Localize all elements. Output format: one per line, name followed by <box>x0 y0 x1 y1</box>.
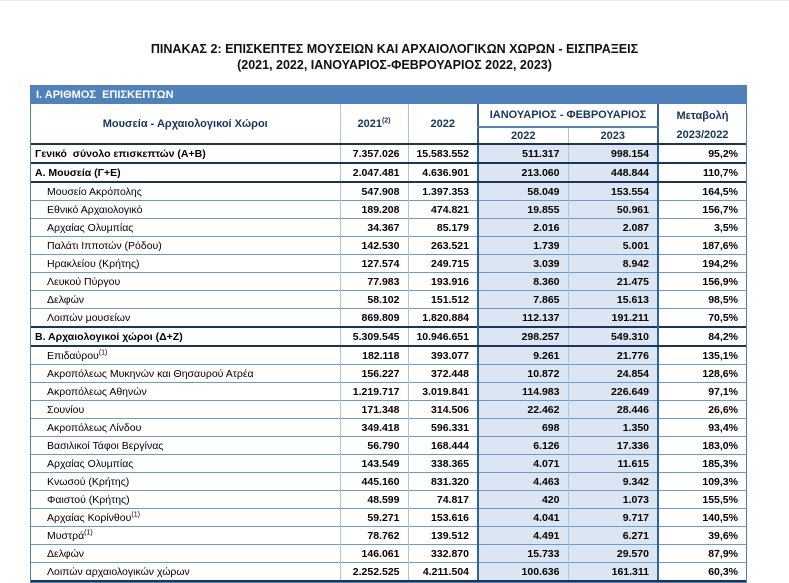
table-row <box>31 491 746 509</box>
value-2022: 4.211.504 <box>408 563 478 582</box>
value-janfeb-2022: 420 <box>478 491 568 509</box>
table-row <box>31 545 746 563</box>
row-label <box>31 237 340 255</box>
value-janfeb-2023: 9.342 <box>568 473 658 491</box>
table-row <box>31 163 746 182</box>
site-name: Δελφών <box>47 293 85 306</box>
value-change-pct: 109,3% <box>658 473 746 491</box>
value-janfeb-2022: 58.049 <box>478 182 568 201</box>
table-row <box>31 437 746 455</box>
table-row <box>31 201 746 219</box>
value-change-pct: 187,6% <box>658 237 746 255</box>
value-2022: 15.583.552 <box>408 144 478 163</box>
value-change-pct: 185,3% <box>658 455 746 473</box>
value-janfeb-2022: 112.137 <box>478 309 568 328</box>
row-label <box>31 473 340 491</box>
value-change-pct: 26,6% <box>658 401 746 419</box>
row-label <box>31 527 340 545</box>
site-name: Ακροπόλεως Λίνδου <box>47 421 142 434</box>
value-change-pct: 183,0% <box>658 437 746 455</box>
value-janfeb-2023: 24.854 <box>568 365 658 383</box>
value-change-pct: 84,2% <box>658 327 746 346</box>
value-2022: 139.512 <box>408 527 478 545</box>
value-janfeb-2023: 17.336 <box>568 437 658 455</box>
table-row <box>31 455 746 473</box>
value-change-pct: 140,5% <box>658 509 746 527</box>
value-janfeb-2022: 10.872 <box>478 365 568 383</box>
row-label <box>31 563 340 582</box>
value-2022: 263.521 <box>408 237 478 255</box>
value-2022: 10.946.651 <box>408 327 478 346</box>
table-row <box>31 346 746 365</box>
value-2022: 153.616 <box>408 509 478 527</box>
table-row <box>31 237 746 255</box>
table-row <box>31 309 746 328</box>
value-change-pct: 3,5% <box>658 219 746 237</box>
table-row <box>31 563 746 582</box>
value-janfeb-2023: 161.311 <box>568 563 658 582</box>
value-janfeb-2023: 21.475 <box>568 273 658 291</box>
value-change-pct: 70,5% <box>658 309 746 328</box>
value-2021: 349.418 <box>340 419 408 437</box>
data-table <box>31 104 746 582</box>
value-2021: 48.599 <box>340 491 408 509</box>
value-2022: 332.870 <box>408 545 478 563</box>
table-row <box>31 144 746 163</box>
value-janfeb-2022: 2.016 <box>478 219 568 237</box>
value-janfeb-2023: 29.570 <box>568 545 658 563</box>
value-2021: 189.208 <box>340 201 408 219</box>
value-2021: 58.102 <box>340 291 408 309</box>
value-change-pct: 95,2% <box>658 144 746 163</box>
value-2021: 156.227 <box>340 365 408 383</box>
col-header-change-line1: Μεταβολή <box>658 104 746 127</box>
value-janfeb-2022: 19.855 <box>478 201 568 219</box>
value-janfeb-2022: 9.261 <box>478 346 568 365</box>
site-name: Επιδαύρου <box>47 349 99 362</box>
site-name: Αρχαίας Ολυμπίας <box>47 457 134 470</box>
col-header-janfeb-group: ΙΑΝΟΥΑΡΙΟΣ - ΦΕΒΡΟΥΑΡΙΟΣ <box>478 104 658 127</box>
row-label <box>31 219 340 237</box>
table-row <box>31 219 746 237</box>
col-header-2021-label: 2021 <box>357 117 382 130</box>
value-janfeb-2023: 153.554 <box>568 182 658 201</box>
value-janfeb-2023: 28.446 <box>568 401 658 419</box>
value-change-pct: 156,9% <box>658 273 746 291</box>
value-2022: 1.397.353 <box>408 182 478 201</box>
site-name: Ακροπόλεως Αθηνών <box>47 385 147 398</box>
row-label <box>31 255 340 273</box>
value-2021: 146.061 <box>340 545 408 563</box>
site-name: Σουνίου <box>47 403 85 416</box>
footnote-marker-1: (1) <box>84 529 93 536</box>
row-label <box>31 419 340 437</box>
site-name: Κνωσού (Κρήτης) <box>47 475 130 488</box>
value-2021: 56.790 <box>340 437 408 455</box>
table-row <box>31 473 746 491</box>
section-header-bar: Ι. ΑΡΙΘΜΟΣ ΕΠΙΣΚΕΠΤΩΝ <box>31 86 746 104</box>
table-row <box>31 527 746 545</box>
value-janfeb-2022: 100.636 <box>478 563 568 582</box>
row-label <box>31 509 340 527</box>
value-janfeb-2023: 21.776 <box>568 346 658 365</box>
value-2021: 59.271 <box>340 509 408 527</box>
table-row <box>31 509 746 527</box>
row-label <box>31 201 340 219</box>
value-janfeb-2023: 1.073 <box>568 491 658 509</box>
value-2021: 2.047.481 <box>340 163 408 182</box>
table-row <box>31 291 746 309</box>
value-janfeb-2023: 1.350 <box>568 419 658 437</box>
value-change-pct: 110,7% <box>658 163 746 182</box>
table-row <box>31 383 746 401</box>
site-name: Εθνικό Αρχαιολογικό <box>47 203 143 216</box>
value-2022: 151.512 <box>408 291 478 309</box>
value-janfeb-2022: 511.317 <box>478 144 568 163</box>
value-janfeb-2022: 213.060 <box>478 163 568 182</box>
value-2022: 596.331 <box>408 419 478 437</box>
value-2022: 249.715 <box>408 255 478 273</box>
value-change-pct: 97,1% <box>658 383 746 401</box>
value-janfeb-2022: 7.865 <box>478 291 568 309</box>
site-name: Μουσείο Ακρόπολης <box>47 185 142 198</box>
row-label <box>31 163 340 182</box>
value-2021: 142.530 <box>340 237 408 255</box>
site-name: Α. Μουσεία (Γ+Ε) <box>35 166 121 179</box>
value-change-pct: 128,6% <box>658 365 746 383</box>
value-2021: 78.762 <box>340 527 408 545</box>
page <box>0 1 789 578</box>
site-name: Αρχαίας Κορίνθου <box>47 511 132 524</box>
row-label <box>31 327 340 346</box>
value-janfeb-2023: 5.001 <box>568 237 658 255</box>
col-header-2022: 2022 <box>408 104 478 144</box>
site-name: Αρχαίας Ολυμπίας <box>47 221 134 234</box>
table-row <box>31 327 746 346</box>
row-label <box>31 144 340 163</box>
footnote-marker-1: (1) <box>98 349 108 356</box>
site-name: Λευκού Πύργου <box>47 275 121 288</box>
value-janfeb-2023: 8.942 <box>568 255 658 273</box>
site-name: Β. Αρχαιολογικοί χώροι (Δ+Ζ) <box>35 330 183 343</box>
site-name: Φαιστού (Κρήτης) <box>47 493 130 506</box>
value-2021: 77.983 <box>340 273 408 291</box>
site-name: Βασιλικοί Τάφοι Βεργίνας <box>47 439 164 452</box>
value-2022: 314.506 <box>408 401 478 419</box>
row-label <box>31 365 340 383</box>
value-janfeb-2023: 191.211 <box>568 309 658 328</box>
row-label <box>31 182 340 201</box>
value-2022: 168.444 <box>408 437 478 455</box>
value-2022: 393.077 <box>408 346 478 365</box>
row-label <box>31 291 340 309</box>
value-change-pct: 98,5% <box>658 291 746 309</box>
row-label <box>31 309 340 328</box>
footnote-marker-1: (1) <box>131 511 140 518</box>
col-subheader-janfeb-2023: 2023 <box>568 127 658 144</box>
col-header-2021 <box>340 104 408 144</box>
value-change-pct: 39,6% <box>658 527 746 545</box>
value-2022: 85.179 <box>408 219 478 237</box>
value-janfeb-2022: 8.360 <box>478 273 568 291</box>
value-2021: 127.574 <box>340 255 408 273</box>
row-label <box>31 491 340 509</box>
table-row <box>31 255 746 273</box>
value-2022: 4.636.901 <box>408 163 478 182</box>
value-2021: 445.160 <box>340 473 408 491</box>
value-janfeb-2022: 298.257 <box>478 327 568 346</box>
site-name: Ακροπόλεως Μυκηνών και Θησαυρού Ατρέα <box>47 367 254 380</box>
value-janfeb-2022: 6.126 <box>478 437 568 455</box>
value-janfeb-2022: 4.491 <box>478 527 568 545</box>
row-label <box>31 383 340 401</box>
value-2022: 338.365 <box>408 455 478 473</box>
row-label <box>31 346 340 365</box>
page-title <box>0 1 789 74</box>
table-body <box>31 144 746 581</box>
value-2021: 7.357.026 <box>340 144 408 163</box>
value-2021: 547.908 <box>340 182 408 201</box>
row-label <box>31 273 340 291</box>
table-row <box>31 401 746 419</box>
value-janfeb-2022: 4.463 <box>478 473 568 491</box>
visitors-table <box>30 85 747 583</box>
value-2021: 869.809 <box>340 309 408 328</box>
value-change-pct: 93,4% <box>658 419 746 437</box>
table-title-line2: (2021, 2022, ΙΑΝΟΥΑΡΙΟΣ-ΦΕΒΡΟΥΑΡΙΟΣ 2022, 2023) <box>237 58 552 73</box>
site-name: Γενικό σύνολο επισκεπτών (Α+Β) <box>35 147 206 160</box>
value-2022: 372.448 <box>408 365 478 383</box>
row-label <box>31 455 340 473</box>
value-2022: 193.916 <box>408 273 478 291</box>
value-janfeb-2022: 698 <box>478 419 568 437</box>
value-janfeb-2022: 3.039 <box>478 255 568 273</box>
value-janfeb-2022: 4.041 <box>478 509 568 527</box>
value-2022: 74.817 <box>408 491 478 509</box>
row-label <box>31 401 340 419</box>
row-label <box>31 545 340 563</box>
site-name: Παλάτι Ιπποτών (Ρόδου) <box>47 239 162 252</box>
value-janfeb-2023: 11.615 <box>568 455 658 473</box>
value-2021: 2.252.525 <box>340 563 408 582</box>
value-janfeb-2023: 6.271 <box>568 527 658 545</box>
table-row <box>31 365 746 383</box>
value-janfeb-2022: 4.071 <box>478 455 568 473</box>
table-title-line1: ΠΙΝΑΚΑΣ 2: ΕΠΙΣΚΕΠΤΕΣ ΜΟΥΣΕΙΩΝ ΚΑΙ ΑΡΧΑΙΟΛΟΓΙΚΩΝ ΧΩΡΩΝ - ΕΙΣΠΡΑΞΕΙΣ <box>150 42 639 56</box>
footnote-marker-2: (2) <box>381 116 391 124</box>
table-header <box>31 104 746 144</box>
site-name: Δελφών <box>47 547 85 560</box>
value-janfeb-2022: 1.739 <box>478 237 568 255</box>
value-janfeb-2022: 22.462 <box>478 401 568 419</box>
value-change-pct: 156,7% <box>658 201 746 219</box>
value-janfeb-2022: 15.733 <box>478 545 568 563</box>
value-change-pct: 164,5% <box>658 182 746 201</box>
value-2021: 171.348 <box>340 401 408 419</box>
value-janfeb-2023: 9.717 <box>568 509 658 527</box>
value-janfeb-2023: 50.961 <box>568 201 658 219</box>
site-name: Μυστρά <box>47 529 85 542</box>
value-janfeb-2023: 15.613 <box>568 291 658 309</box>
value-2022: 831.320 <box>408 473 478 491</box>
value-2021: 1.219.717 <box>340 383 408 401</box>
value-2022: 3.019.841 <box>408 383 478 401</box>
value-2021: 143.549 <box>340 455 408 473</box>
value-janfeb-2023: 226.649 <box>568 383 658 401</box>
table-row <box>31 182 746 201</box>
col-header-name: Μουσεία - Αρχαιολογικοί Χώροι <box>31 104 340 144</box>
value-change-pct: 60,3% <box>658 563 746 582</box>
value-change-pct: 155,5% <box>658 491 746 509</box>
col-subheader-janfeb-2022: 2022 <box>478 127 568 144</box>
site-name: Λοιπών αρχαιολογικών χώρων <box>47 565 190 578</box>
value-2021: 5.309.545 <box>340 327 408 346</box>
col-header-change-line2: 2023/2022 <box>658 127 746 144</box>
value-janfeb-2023: 2.087 <box>568 219 658 237</box>
value-janfeb-2023: 998.154 <box>568 144 658 163</box>
value-2021: 34.367 <box>340 219 408 237</box>
table-row <box>31 419 746 437</box>
table-row <box>31 273 746 291</box>
value-janfeb-2022: 114.983 <box>478 383 568 401</box>
value-change-pct: 135,1% <box>658 346 746 365</box>
value-janfeb-2023: 549.310 <box>568 327 658 346</box>
value-2022: 474.821 <box>408 201 478 219</box>
site-name: Λοιπών μουσείων <box>47 311 131 324</box>
row-label <box>31 437 340 455</box>
value-2021: 182.118 <box>340 346 408 365</box>
value-janfeb-2023: 448.844 <box>568 163 658 182</box>
value-change-pct: 87,9% <box>658 545 746 563</box>
value-change-pct: 194,2% <box>658 255 746 273</box>
value-2022: 1.820.884 <box>408 309 478 328</box>
site-name: Ηρακλείου (Κρήτης) <box>47 257 140 270</box>
